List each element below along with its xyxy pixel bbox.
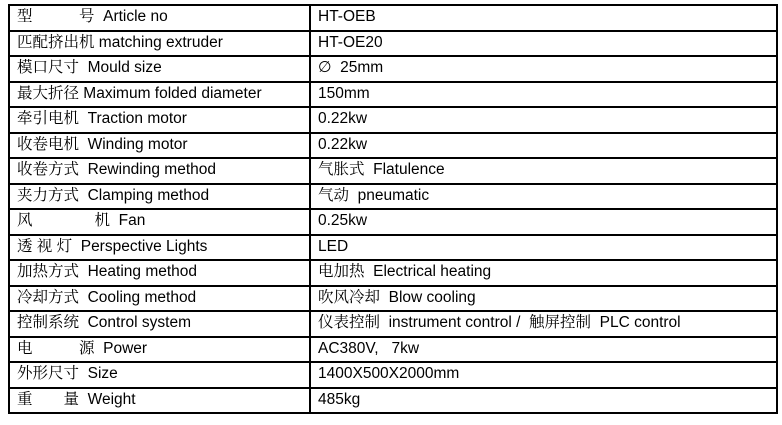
spec-value: LED <box>310 235 777 261</box>
table-row <box>9 82 777 108</box>
table-row <box>9 388 777 414</box>
spec-value: 气胀式 Flatulence <box>310 158 777 184</box>
table-row <box>9 235 777 261</box>
spec-value: AC380V, 7kw <box>310 337 777 363</box>
table-row <box>9 311 777 337</box>
spec-value: 0.25kw <box>310 209 777 235</box>
spec-label: 外形尺寸 Size <box>9 362 310 388</box>
spec-label: 透 视 灯 Perspective Lights <box>9 235 310 261</box>
spec-value: 仪表控制 instrument control / 触屏控制 PLC control <box>310 311 777 337</box>
table-row <box>9 5 777 31</box>
spec-label: 电 源 Power <box>9 337 310 363</box>
spec-value: 485kg <box>310 388 777 414</box>
spec-label: 夹力方式 Clamping method <box>9 184 310 210</box>
table-row <box>9 286 777 312</box>
spec-value: 气动 pneumatic <box>310 184 777 210</box>
table-row <box>9 184 777 210</box>
table-row <box>9 362 777 388</box>
table-row <box>9 107 777 133</box>
table-row <box>9 158 777 184</box>
table-row <box>9 337 777 363</box>
spec-label: 重 量 Weight <box>9 388 310 414</box>
spec-label: 匹配挤出机 matching extruder <box>9 31 310 57</box>
spec-label: 风 机 Fan <box>9 209 310 235</box>
spec-value: 1400X500X2000mm <box>310 362 777 388</box>
spec-label: 牵引电机 Traction motor <box>9 107 310 133</box>
table-row <box>9 133 777 159</box>
spec-value: 0.22kw <box>310 107 777 133</box>
table-row <box>9 31 777 57</box>
table-row <box>9 56 777 82</box>
spec-label: 控制系统 Control system <box>9 311 310 337</box>
spec-value: 电加热 Electrical heating <box>310 260 777 286</box>
spec-label: 冷却方式 Cooling method <box>9 286 310 312</box>
spec-value: 吹风冷却 Blow cooling <box>310 286 777 312</box>
table-row <box>9 260 777 286</box>
spec-label: 型 号 Article no <box>9 5 310 31</box>
spec-value: ∅ 25mm <box>310 56 777 82</box>
spec-label: 收卷方式 Rewinding method <box>9 158 310 184</box>
spec-label: 最大折径 Maximum folded diameter <box>9 82 310 108</box>
spec-value: HT-OEB <box>310 5 777 31</box>
spec-value: 0.22kw <box>310 133 777 159</box>
spec-label: 收卷电机 Winding motor <box>9 133 310 159</box>
spec-value: 150mm <box>310 82 777 108</box>
spec-table <box>8 4 778 414</box>
table-row <box>9 209 777 235</box>
spec-label: 模口尺寸 Mould size <box>9 56 310 82</box>
spec-value: HT-OE20 <box>310 31 777 57</box>
spec-label: 加热方式 Heating method <box>9 260 310 286</box>
